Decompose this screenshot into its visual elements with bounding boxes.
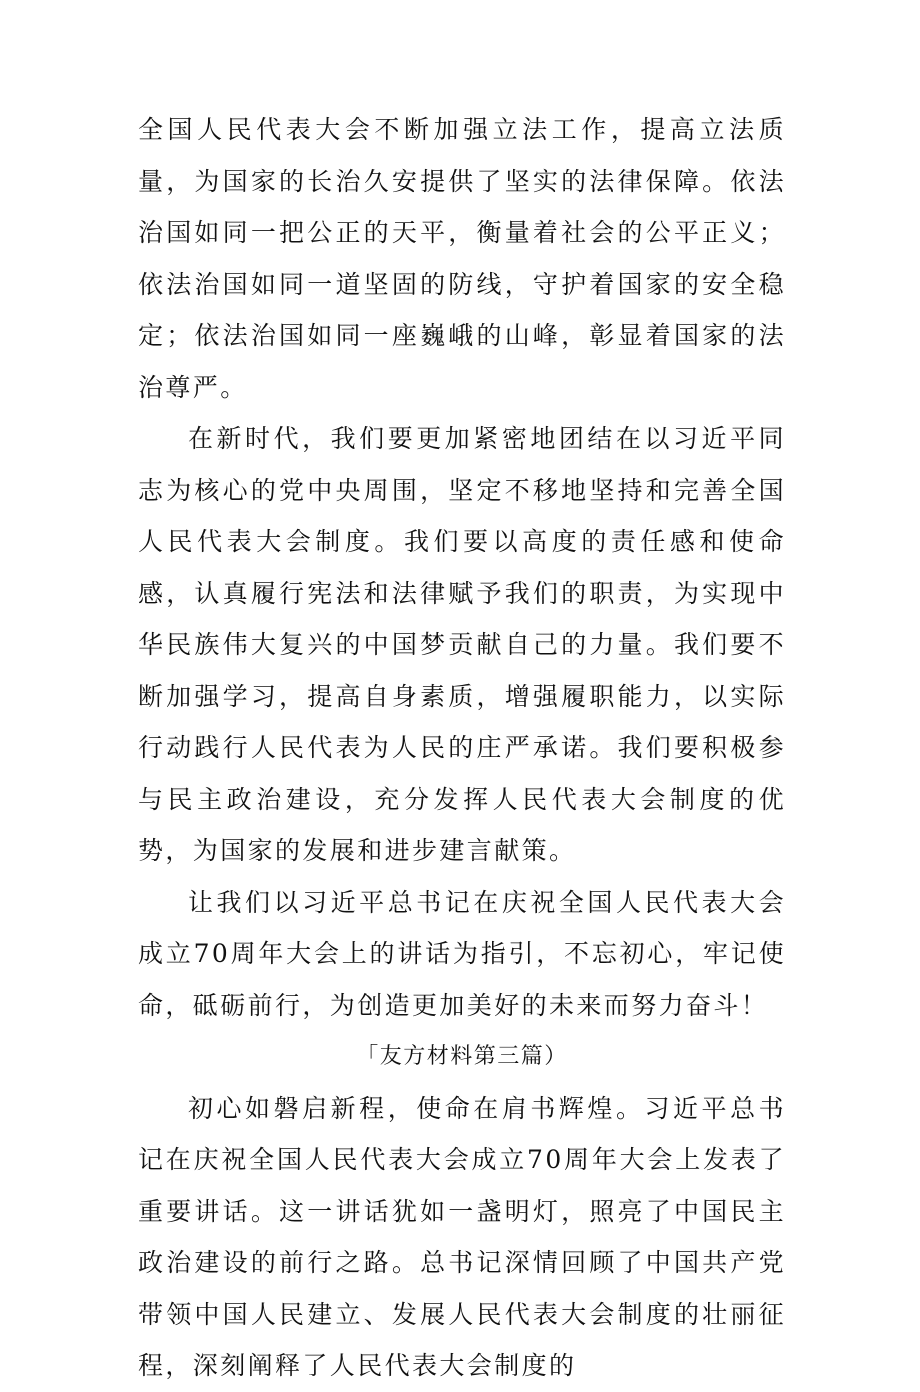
- document-page: [138, 104, 786, 1392]
- paragraph-closing-call: 让我们以习近平总书记在庆祝全国人民代表大会成立70周年大会上的讲话为指引，不忘初心，牢记使命，砥砺前行，为创造更加美好的未来而努力奋斗！: [138, 887, 786, 1020]
- paragraph-rule-of-law: 全国人民代表大会不断加强立法工作，提高立法质量，为国家的长治久安提供了坚实的法律保障。依法治国如同一把公正的天平，衡量着社会的公平正义；依法治国如同一道坚固的防线，守护着国家的安全稳定；依法治国如同一座巍峨的山峰，彰显着国家的法治尊严。: [138, 115, 786, 402]
- paragraph-original-aspiration: 初心如磐启新程，使命在肩书辉煌。习近平总书记在庆祝全国人民代表大会成立70周年大会上发表了重要讲话。这一讲话犹如一盏明灯，照亮了中国民主政治建设的前行之路。总书记深情回顾了中国共产党带领中国人民建立、发展人民代表大会制度的壮丽征程，深刻阐释了人民代表大会制度的: [138, 1093, 786, 1380]
- paragraph-new-era: 在新时代，我们要更加紧密地团结在以习近平同志为核心的党中央周围，坚定不移地坚持和完善全国人民代表大会制度。我们要以高度的责任感和使命感，认真履行宪法和法律赋予我们的职责，为实现中华民族伟大复兴的中国梦贡献自己的力量。我们要不断加强学习，提高自身素质，增强履职能力，以实际行动践行人民代表为人民的庄严承诺。我们要积极参与民主政治建设，充分发挥人民代表大会制度的优势，为国家的发展和进步建言献策。: [138, 424, 786, 865]
- section-heading: 「友方材料第三篇）: [356, 1044, 568, 1069]
